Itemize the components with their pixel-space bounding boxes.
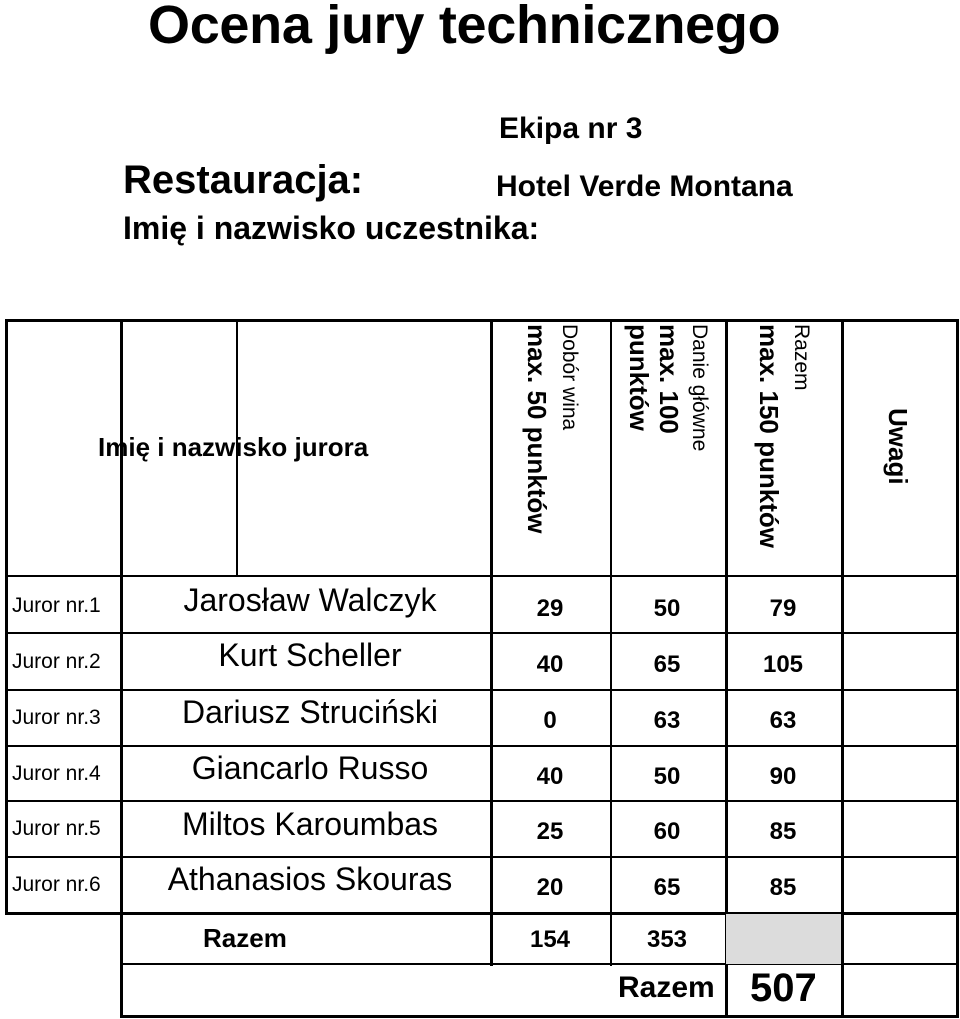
juror-number: Juror nr.6: [12, 873, 101, 896]
grand-total-value: 507: [750, 966, 817, 1010]
total-score: 85: [769, 818, 797, 845]
total-score: 85: [769, 874, 797, 901]
total-score: 105: [762, 651, 804, 678]
juror-name: Kurt Scheller: [218, 637, 402, 673]
wine-score: 0: [543, 707, 557, 734]
empty-total-cell: [726, 914, 841, 964]
table-top-border: [5, 319, 959, 322]
team-label: Ekipa nr 3: [499, 112, 643, 145]
participant-label: Imię i nazwisko uczestnika:: [123, 210, 540, 246]
wine-column-line: [490, 319, 493, 966]
juror-number-column-line: [120, 319, 123, 1018]
total-score: 63: [769, 707, 797, 734]
page-title: Ocena jury technicznego: [148, 0, 781, 55]
juror-name: Giancarlo Russo: [191, 750, 429, 786]
juror-number: Juror nr.2: [12, 650, 101, 673]
header-wine-max: max. 50 punktów: [522, 324, 552, 534]
juror-name: Dariusz Struciński: [181, 694, 439, 730]
juror-number: Juror nr.4: [12, 762, 101, 785]
table-right-border: [956, 319, 959, 1018]
header-bottom-border: [5, 575, 959, 577]
main-score: 50: [653, 595, 681, 622]
juror-number: Juror nr.5: [12, 817, 101, 840]
row-divider: [5, 632, 959, 634]
wine-sum: 154: [529, 926, 571, 953]
juror-name: Jarosław Walczyk: [183, 582, 437, 618]
header-total-max: max. 150 punktów: [754, 324, 784, 548]
total-score: 90: [769, 763, 797, 790]
header-total-name: Razem: [790, 324, 813, 391]
wine-score: 29: [536, 595, 564, 622]
row-divider: [5, 689, 959, 691]
total-score: 79: [769, 595, 797, 622]
sum-label: Razem: [203, 923, 287, 953]
header-main-max: max. 100: [654, 324, 684, 434]
header-wine: [520, 324, 584, 534]
header-juror-name: Imię i nazwisko jurora: [98, 432, 369, 462]
wine-score: 20: [536, 874, 564, 901]
wine-score: 25: [536, 818, 564, 845]
wine-score: 40: [536, 651, 564, 678]
grand-total-label: Razem: [618, 971, 715, 1004]
main-score: 63: [653, 707, 681, 734]
main-score: 65: [653, 874, 681, 901]
row-divider: [5, 745, 959, 747]
juror-name: Miltos Karoumbas: [181, 806, 439, 842]
main-score: 60: [653, 818, 681, 845]
table-bottom-border: [122, 1015, 959, 1018]
header-main: [624, 324, 714, 451]
main-sum: 353: [646, 926, 688, 953]
main-column-line: [610, 319, 612, 966]
restaurant-name: Hotel Verde Montana: [496, 170, 793, 203]
wine-score: 40: [536, 763, 564, 790]
header-main-name: Danie główne: [688, 324, 711, 452]
restaurant-label: Restauracja:: [123, 158, 364, 202]
juror-name: Athanasios Skouras: [167, 861, 453, 897]
juror-number: Juror nr.1: [12, 594, 101, 617]
main-score: 50: [653, 763, 681, 790]
main-score: 65: [653, 651, 681, 678]
header-wine-name: Dobór wina: [558, 324, 581, 431]
juror-number: Juror nr.3: [12, 706, 101, 729]
header-notes: Uwagi: [883, 408, 913, 485]
header-total: [752, 324, 816, 548]
table-left-border: [5, 319, 8, 914]
notes-column-line: [841, 319, 844, 1018]
row-divider: [5, 856, 959, 858]
header-main-points: punktów: [624, 324, 654, 431]
row-divider: [5, 800, 959, 802]
